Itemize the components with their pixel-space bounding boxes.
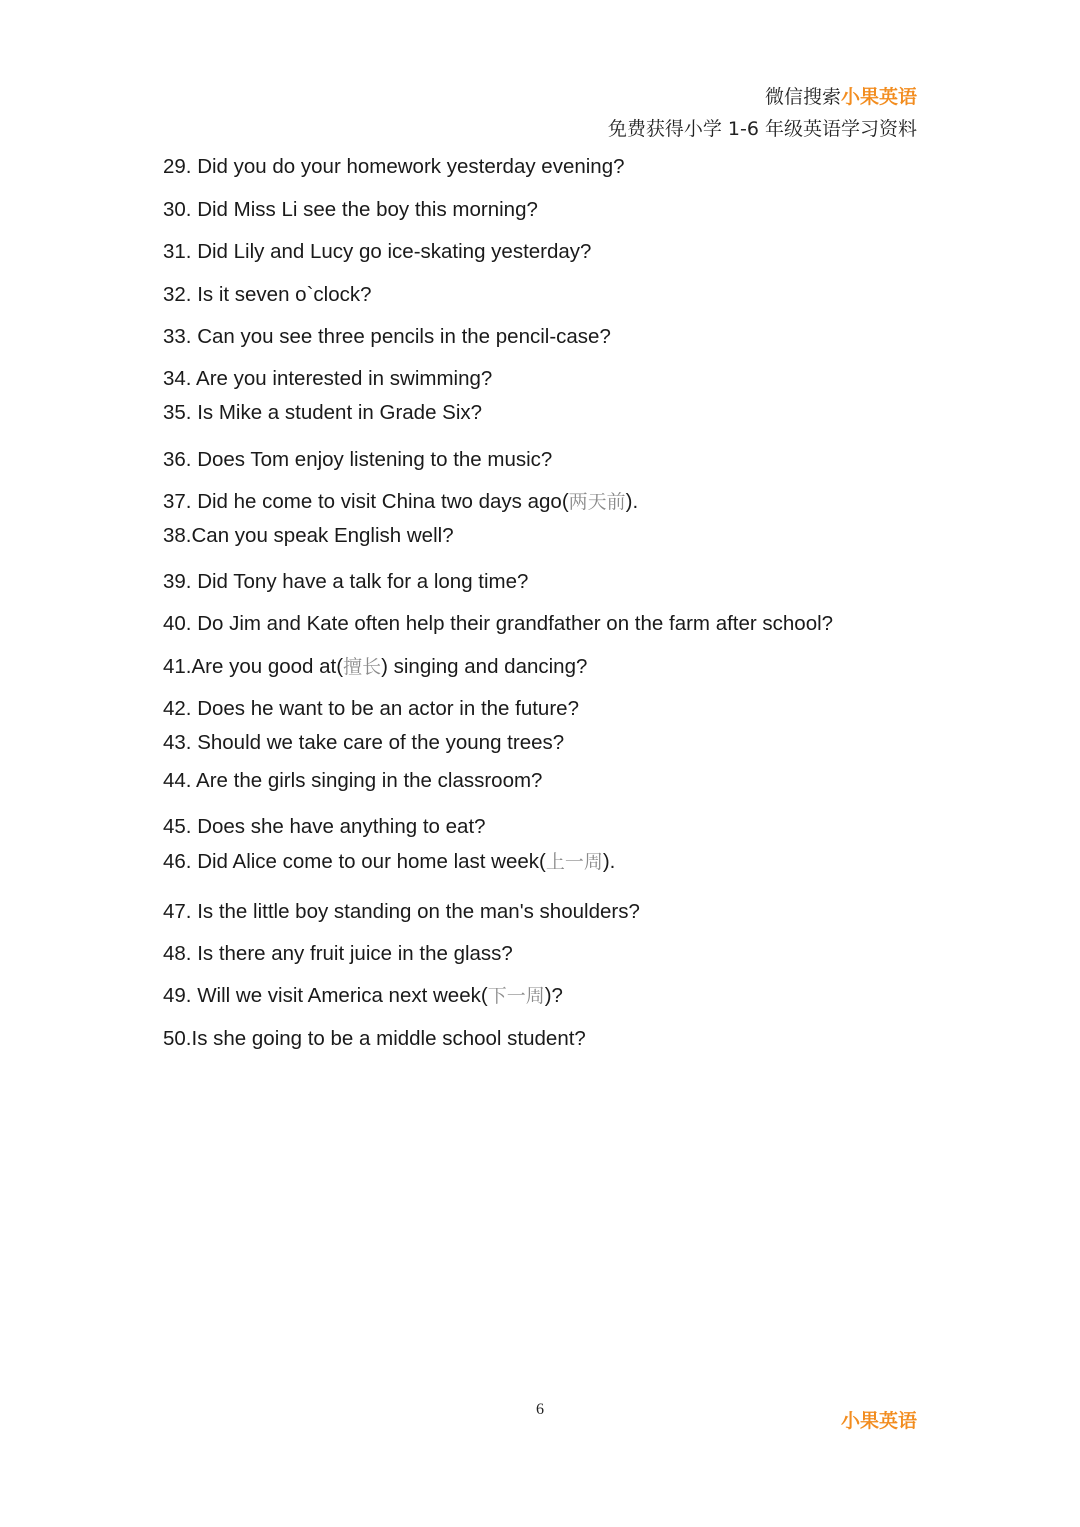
question-item: 35. Is Mike a student in Grade Six?: [163, 401, 483, 424]
question-item: [163, 983, 563, 1009]
question-text: 37. Did he come to visit China two days ago(: [163, 490, 569, 513]
page-header: [608, 84, 917, 142]
header-brand: 小果英语: [840, 86, 917, 108]
question-item: [163, 654, 587, 680]
footer-brand: 小果英语: [840, 1410, 917, 1432]
header-prefix: 微信搜索: [764, 86, 841, 108]
question-text: 49. Will we visit America next week(: [163, 984, 488, 1007]
question-item: 31. Did Lily and Lucy go ice-skating yesterday?: [163, 240, 592, 263]
question-item: 50.Is she going to be a middle school student?: [163, 1027, 586, 1050]
question-item: [163, 489, 638, 515]
question-item: 39. Did Tony have a talk for a long time?: [163, 570, 529, 593]
question-text: ).: [625, 490, 639, 513]
question-item: [163, 849, 615, 875]
header-subtitle: 免费获得小学 1-6 年级英语学习资料: [607, 118, 917, 140]
question-text: )?: [544, 984, 563, 1007]
question-text: ).: [602, 850, 616, 873]
question-item: 47. Is the little boy standing on the man's shoulders?: [163, 900, 640, 923]
chinese-annotation: 上一周: [545, 851, 603, 873]
question-item: 45. Does she have anything to eat?: [163, 815, 486, 838]
question-item: 29. Did you do your homework yesterday evening?: [163, 155, 625, 178]
page-number: 6: [536, 1401, 544, 1418]
question-item: 33. Can you see three pencils in the pencil-case?: [163, 325, 611, 348]
chinese-annotation: 下一周: [487, 985, 545, 1007]
question-item: 30. Did Miss Li see the boy this morning?: [163, 198, 538, 221]
chinese-annotation: 擅长: [343, 656, 382, 678]
question-item: 34. Are you interested in swimming?: [163, 367, 493, 390]
question-text: 46. Did Alice come to our home last week(: [163, 850, 546, 873]
question-item: 38.Can you speak English well?: [163, 524, 454, 547]
question-item: 48. Is there any fruit juice in the glass?: [163, 942, 513, 965]
chinese-annotation: 两天前: [568, 491, 626, 513]
question-text: ) singing and dancing?: [381, 655, 588, 678]
question-item: 32. Is it seven o`clock?: [163, 283, 372, 306]
question-item: 43. Should we take care of the young trees?: [163, 731, 565, 754]
question-item: 40. Do Jim and Kate often help their grandfather on the farm after school?: [163, 612, 834, 635]
question-item: 44. Are the girls singing in the classroom?: [163, 769, 543, 792]
question-text: 41.Are you good at(: [163, 655, 344, 678]
question-item: 42. Does he want to be an actor in the future?: [163, 697, 579, 720]
header-search-line: [608, 84, 917, 110]
question-item: 36. Does Tom enjoy listening to the music?: [163, 448, 553, 471]
